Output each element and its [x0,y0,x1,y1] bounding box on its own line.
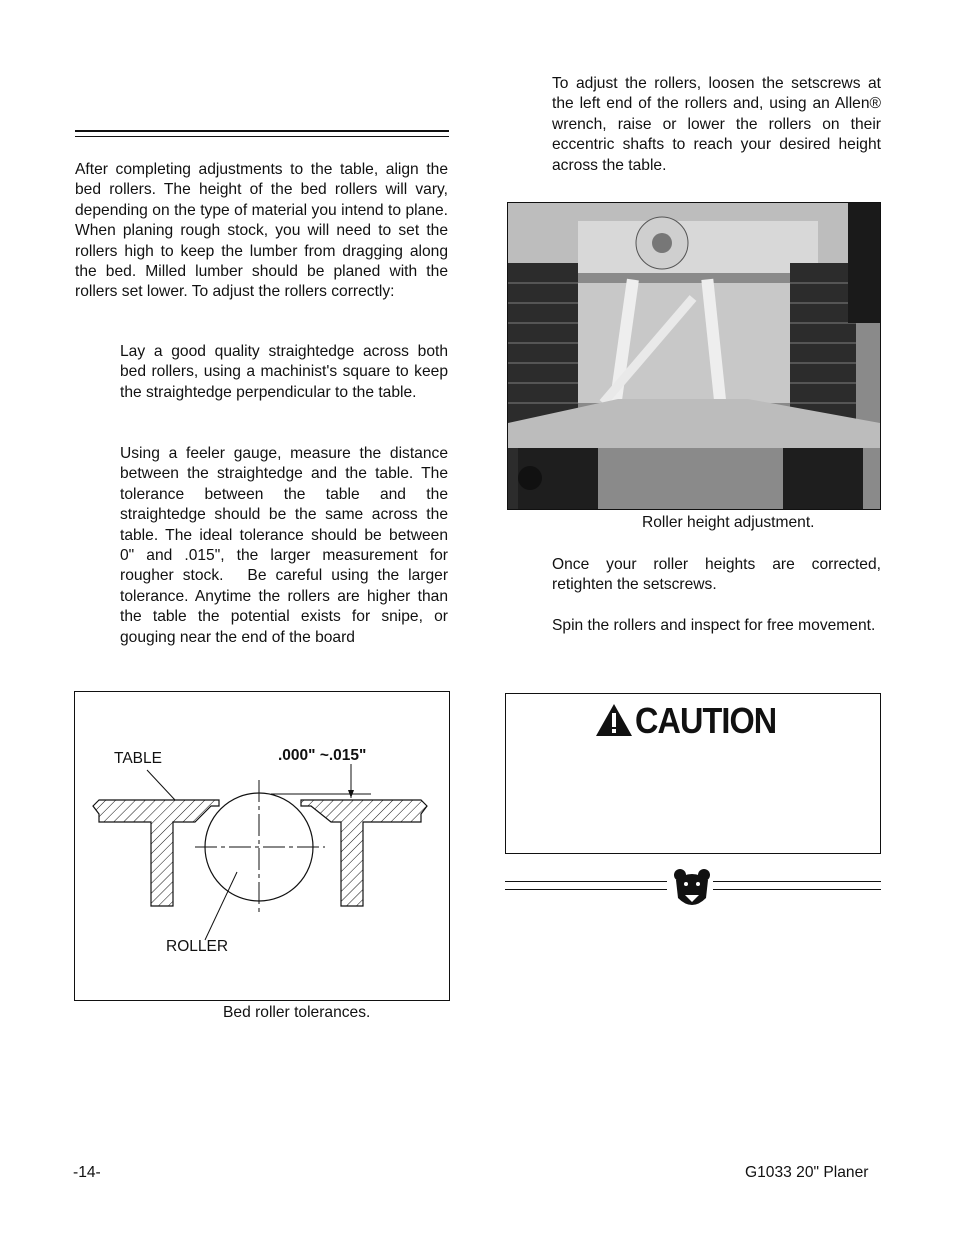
figure-caption-bed-roller: Bed roller tolerances. [223,1004,371,1021]
spin-rollers-paragraph: Spin the rollers and inspect for free movement. [552,617,876,634]
step-1-paragraph: Lay a good quality straightedge across both bed rollers, using a machinist's square to keep the straightedge perpendicular to the table. [120,343,448,401]
section-header-rule [75,130,449,137]
table-section-left [93,800,219,906]
document-model: G1033 20" Planer [745,1164,869,1181]
step-2-paragraph [120,444,448,648]
caution-title: CAUTION [635,700,777,741]
step-2-note: Be careful using the larger tolerance. Anytime the rollers are higher than the table the potential exists for snipe, or gouging near the end of the board [120,567,449,646]
page-number: -14- [73,1164,101,1181]
table-section-right [301,800,427,906]
section-end-divider [505,868,881,910]
diagram-label-tolerance: .000" ~.015" [278,747,367,764]
figure-caption-roller-height: Roller height adjustment. [642,514,815,531]
step-2-text: Using a feeler gauge, measure the distance between the straightedge and the table. The tolerance between the table and the straightedge should be the same across the table. The ideal tolerance should be between 0" and .015", the larger measurement for rougher stock. [120,445,448,585]
bear-logo-icon [672,868,712,910]
diagram-label-roller: ROLLER [166,938,229,955]
intro-paragraph: After completing adjustments to the table, align the bed rollers. The height of the bed rollers will vary, depending on the type of material you intend to plane. When planing rough stock, you will need to set the rollers high to keep the lumber from dragging along the bed. Milled lumber should be planed with the rollers set lower. To adjust the rollers correctly: [75,161,448,301]
roller-adjustment-photo [507,202,881,510]
retighten-paragraph: Once your roller heights are corrected, retighten the setscrews. [552,556,881,594]
bed-roller-diagram [74,691,450,1001]
caution-box [505,693,881,854]
adjust-rollers-paragraph: To adjust the rollers, loosen the setscrews at the left end of the rollers and, using an Allen® wrench, raise or lower the rollers on their eccentric shafts to reach your desired height across the table. [552,75,881,174]
warning-triangle-icon [594,702,634,738]
diagram-label-table: TABLE [114,750,162,767]
